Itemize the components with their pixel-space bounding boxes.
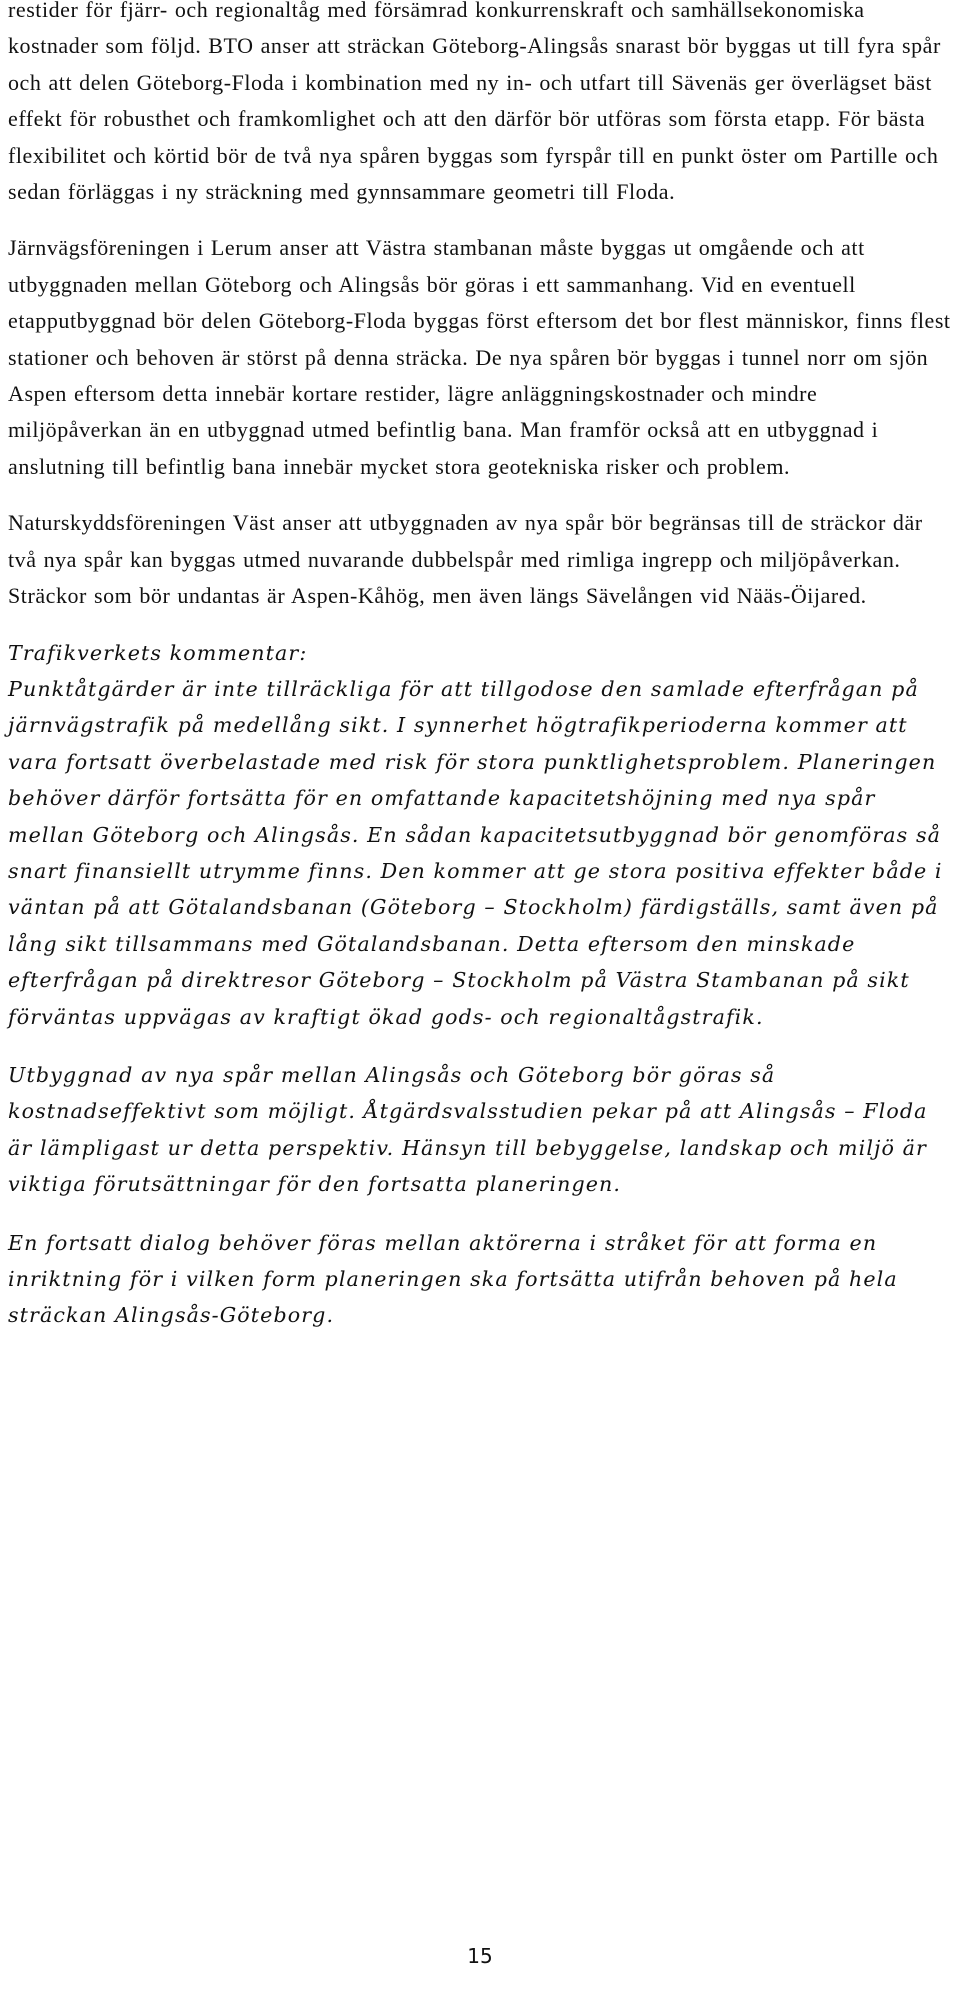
paragraph-jarnvagsforeningen: Järnvägsföreningen i Lerum anser att Västra stambanan måste byggas ut omgående och att utbyggnaden mellan Göteborg och Alingsås bör göras i ett sammanhang. Vid en eventuell etapputbyggnad bör delen Göteborg-Floda byggas först eftersom det bor flest människor, finns flest stationer och behoven är störst på denna sträcka. De nya spåren bör byggas i tunnel norr om sjön Aspen eftersom detta innebär kortare restider, lägre anläggningskostnader och mindre miljöpåverkan än en utbyggnad utmed befintlig bana. Man framför också att en utbyggnad i anslutning till befintlig bana innebär mycket stora geotekniska risker och problem. (8, 235, 951, 479)
trafikverket-comment (8, 635, 952, 1334)
paragraph-bto: restider för fjärr- och regionaltåg med försämrad konkurrenskraft och samhällsekonomiska kostnader som följd. BTO anser att sträckan Göteborg-Alingsås snarast bör byggas ut till fyra spår och att delen Göteborg-Floda i kombination med ny in- och utfart till Sävenäs ger överlägset bäst effekt för robusthet och framkomlighet och att den därför bör utföras som första etapp. För bästa flexibilitet och körtid bör de två nya spåren byggas som fyrspår till en punkt öster om Partille och sedan förläggas i ny sträckning med gynnsammare geometri till Floda. (8, 0, 941, 205)
page-number: 15 (467, 1944, 493, 1968)
comment-paragraph-2: Utbyggnad av nya spår mellan Alingsås och Göteborg bör göras så kostnadseffektivt som möjligt. Åtgärdsvalsstudien pekar på att Alingsås – Floda är lämpligast ur detta perspektiv. Hänsyn till bebyggelse, landskap och miljö är viktiga förutsättningar för den fortsatta planeringen. (8, 1062, 928, 1197)
comment-heading: Trafikverkets kommentar: (8, 640, 308, 665)
paragraph-naturskyddsforeningen: Naturskyddsföreningen Väst anser att utbyggnaden av nya spår bör begränsas till de sträckor där två nya spår kan byggas utmed nuvarande dubbelspår med rimliga ingrepp och miljöpåverkan. Sträckor som bör undantas är Aspen-Kåhög, men även längs Sävelången vid Nääs-Öijared. (8, 510, 923, 609)
comment-paragraph-1: Punktåtgärder är inte tillräckliga för att tillgodose den samlade efterfrågan på järnvägstrafik på medellång sikt. I synnerhet högtrafikperioderna kommer att vara fortsatt överbelastade med risk för stora punktlighetsproblem. Planeringen behöver därför fortsätta för en omfattande kapacitetshöjning med nya spår mellan Göteborg och Alingsås. En sådan kapacitetsutbyggnad bör genomföras så snart finansiellt utrymme finns. Den kommer att ge stora positiva effekter både i väntan på att Götalandsbanan (Göteborg – Stockholm) färdigställs, samt även på lång sikt tillsammans med Götalandsbanan. Detta eftersom den minskade efterfrågan på direktresor Göteborg – Stockholm på Västra Stambanan på sikt förväntas uppvägas av kraftigt ökad gods- och regionaltågstrafik. (8, 676, 943, 1029)
comment-paragraph-3: En fortsatt dialog behöver föras mellan aktörerna i stråket för att forma en inriktning för i vilken form planeringen ska fortsätta utifrån behoven på hela sträckan Alingsås-Göteborg. (8, 1230, 898, 1328)
document-page (8, 0, 952, 1334)
